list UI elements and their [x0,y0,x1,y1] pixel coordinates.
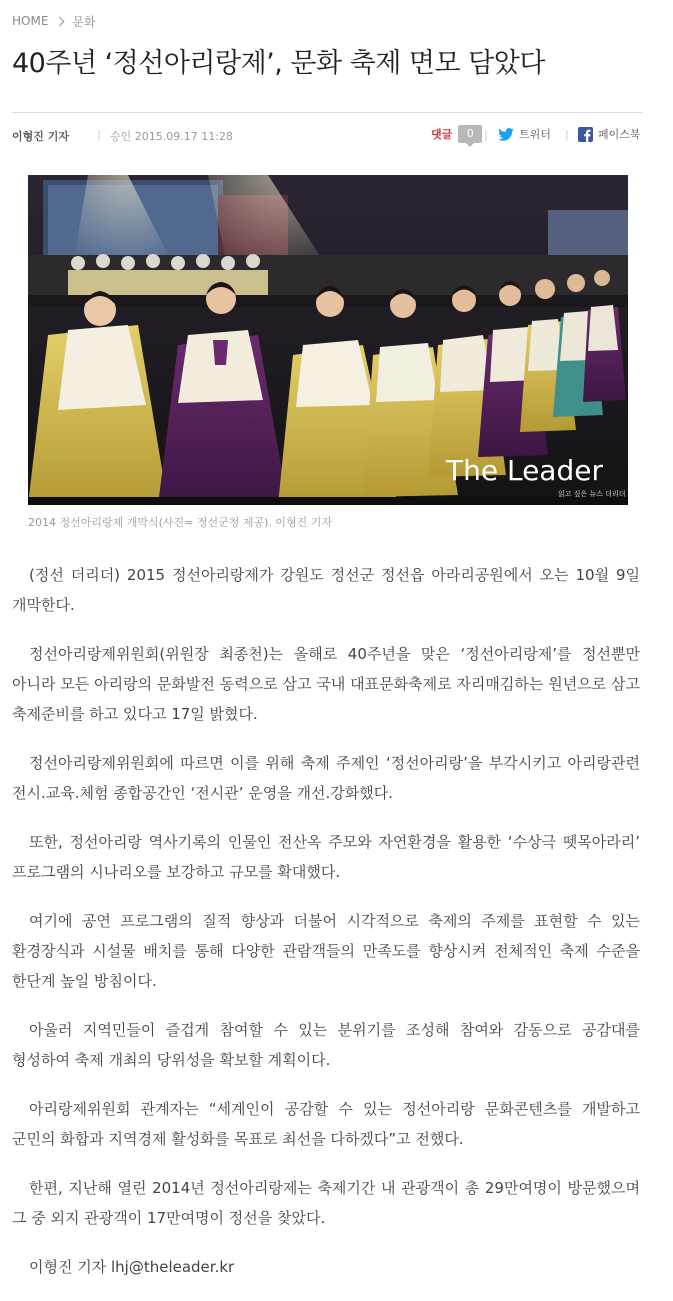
article-paragraph: 여기에 공연 프로그램의 질적 향상과 더불어 시각적으로 축제의 주제를 표현할 수 있는 환경장식과 시설물 배치를 통해 다양한 관람객들의 만족도를 향상시켜 전체적인 축제 수준을 한단계 높일 방침이다. [12,912,640,990]
article-paragraph: 한편, 지난해 열린 2014년 정선아리랑제는 축제기간 내 관광객이 총 29만여명이 방문했으며 그 중 외지 관광객이 17만여명이 정선을 찾았다. [12,1179,640,1227]
comments-count-badge: 0 [458,125,482,143]
meta-separator: | [97,128,101,141]
chevron-right-icon [55,16,65,26]
twitter-icon [498,128,514,141]
article-body [12,560,640,1301]
watermark-text: The Leader [446,454,603,487]
approved-datetime: 승인 2015.09.17 11:28 [110,130,233,143]
photo-caption: 2014 정선아리랑제 개막식(사진= 정선군청 제공). 이형진 기자 [28,516,333,529]
meta-separator: | [565,128,569,141]
reporter-signature: 이형진 기자 lhj@theleader.kr [29,1258,235,1276]
twitter-label: 트위터 [519,128,551,141]
breadcrumb-section-link[interactable]: 문화 [72,14,96,29]
breadcrumb-home-link[interactable]: HOME [12,14,49,28]
article-paragraph: 정선아리랑제위원회(위원장 최종천)는 올해로 40주년을 맞은 ‘정선아리랑제’를 정선뿐만 아니라 모든 아리랑의 문화발전 동력으로 삼고 국내 대표문화축제로 자리매김하는 원년으로 삼고 축제준비를 하고 있다고 17일 밝혔다. [12,645,640,723]
header-divider [12,112,642,113]
article-paragraph: 아리랑제위원회 관계자는 “세계인이 공감할 수 있는 정선아리랑 문화콘텐츠를 개발하고 군민의 화합과 지역경제 활성화를 목표로 최선을 다하겠다”고 전했다. [12,1100,640,1148]
article-paragraph: (정선 더리더) 2015 정선아리랑제가 강원도 정선군 정선읍 아라리공원에서 오는 10월 9일 개막한다. [12,566,640,614]
comments-label: 댓글 [431,128,453,141]
facebook-icon [578,127,593,142]
article-title: 40주년 ‘정선아리랑제’, 문화 축제 면모 담았다 [12,48,545,79]
festival-performers-illustration [28,175,628,505]
article-photo [28,175,628,505]
article-paragraph: 아울러 지역민들이 즐겁게 참여할 수 있는 분위기를 조성해 참여와 감동으로 공감대를 형성하여 축제 개최의 당위성을 확보할 계획이다. [12,1021,640,1069]
meta-separator: | [484,128,488,141]
facebook-label: 페이스북 [598,128,641,141]
twitter-share-button[interactable] [498,126,551,142]
breadcrumb [12,12,96,30]
article-paragraph: 정선아리랑제위원회에 따르면 이를 위해 축제 주제인 ‘정선아리랑’을 부각시키고 아리랑관련 전시.교육.체험 종합공간인 ‘전시관’ 운영을 개선.강화했다. [12,754,640,802]
watermark-subtext: 읽고 싶은 뉴스 더리더 [558,490,626,498]
facebook-share-button[interactable] [578,126,641,142]
article-paragraph: 또한, 정선아리랑 역사기록의 인물인 전산옥 주모와 자연환경을 활용한 ‘수상극 뗏목아라리’ 프로그램의 시나리오를 보강하고 규모를 확대했다. [12,833,640,881]
article-meta [12,125,642,145]
comments-button[interactable] [431,125,482,143]
author-name: 이형진 기자 [12,130,69,143]
